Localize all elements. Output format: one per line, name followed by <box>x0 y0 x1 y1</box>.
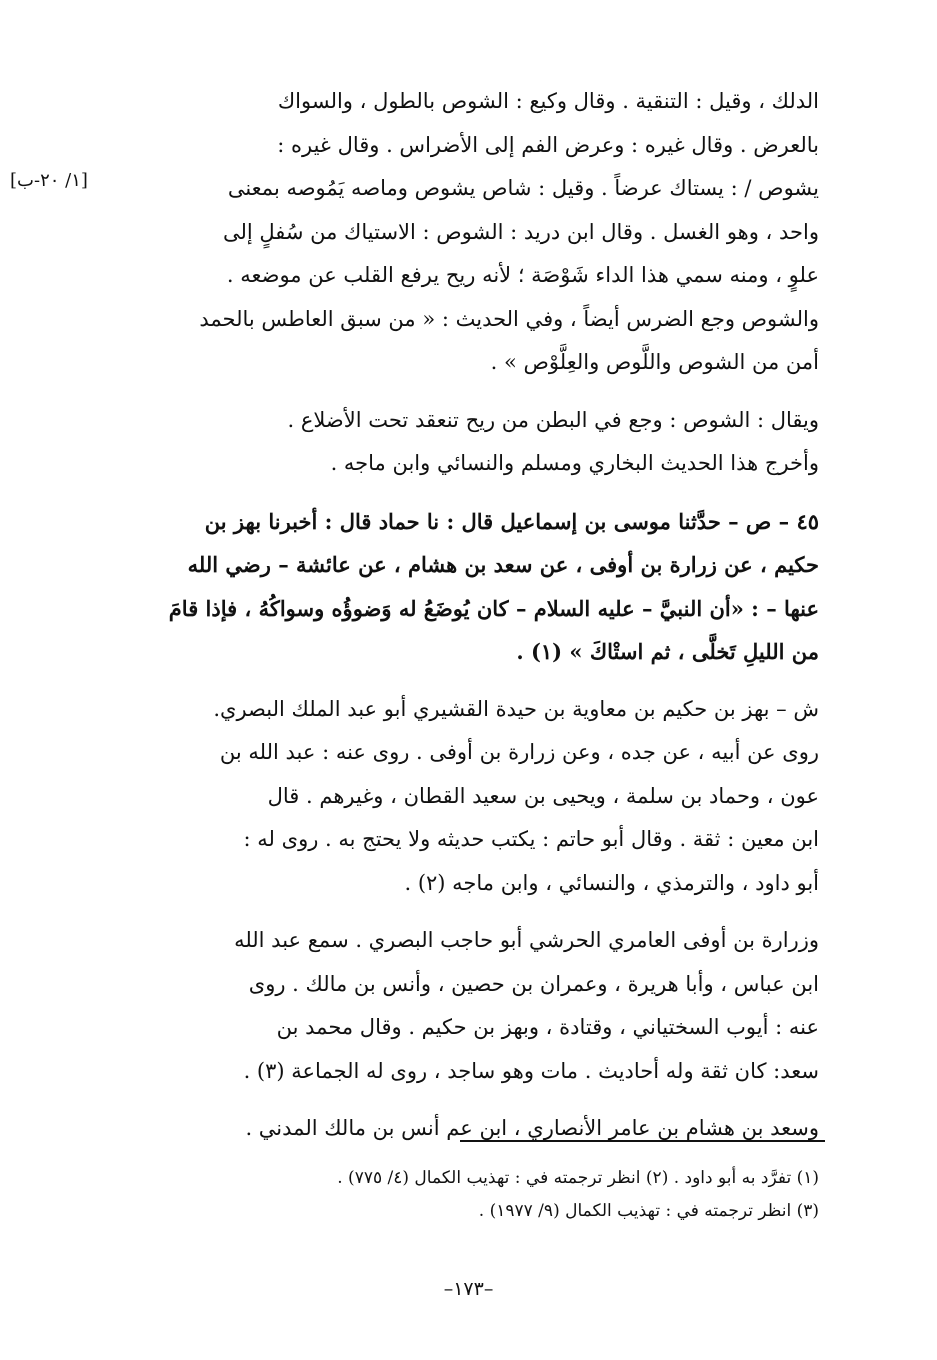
manuscript-folio-reference: [١/ ٢٠-ب] <box>10 170 88 191</box>
text-line: أبو داود ، والترمذي ، والنسائي ، وابن ماجه (٢) . <box>404 870 819 895</box>
hadith-45 <box>129 500 819 674</box>
text-line: ويقال : الشوص : وجع في البطن من ريح تنعقد تحت الأضلاع . <box>287 407 819 432</box>
text-line: ش – بهز بن حكيم بن معاوية بن حيدة القشيري أبو عبد الملك البصري. <box>213 696 819 721</box>
text-line: حكيم ، عن زرارة بن أوفى ، عن سعد بن هشام ، عن عائشة – رضي الله <box>187 552 819 577</box>
commentary-saad <box>129 1107 819 1151</box>
text-line: ابن عباس ، وأبا هريرة ، وعمران بن حصين ، وأنس بن مالك . روى <box>248 971 819 996</box>
text-line: سعد: كان ثقة وله أحاديث . مات وهو ساجد ، روى له الجماعة (٣) . <box>243 1058 819 1083</box>
text-line: من الليلِ تَخلَّى ، ثم استْاكَ » (١) . <box>516 639 819 664</box>
footnote-separator <box>460 1140 825 1142</box>
commentary-bahz <box>129 688 819 906</box>
text-line: وأخرج هذا الحديث البخاري ومسلم والنسائي وابن ماجه . <box>330 451 819 475</box>
text-line: وزرارة بن أوفى العامري الحرشي أبو حاجب البصري . سمع عبد الله <box>234 928 819 952</box>
text-line: عنه : أيوب السختياني ، وقتادة ، وبهز بن حكيم . وقال محمد بن <box>276 1015 819 1039</box>
page-number: –١٧٣– <box>443 1278 494 1300</box>
paragraph-shaws-definition <box>129 80 819 385</box>
footnote-line: (٣) انظر ترجمته في : تهذيب الكمال (٩/ ١٩٧٧) . <box>478 1201 819 1221</box>
footnote-line: (١) تفرَّد به أبو داود . (٢) انظر ترجمته في : تهذيب الكمال (٤/ ٧٧٥) . <box>337 1168 819 1188</box>
text-line: يشوص / : يستاك عرضاً . وقيل : شاص يشوص وماصه يَمُوصه بمعنى <box>227 176 819 200</box>
paragraph-shaws-meaning <box>129 399 819 486</box>
text-line: وسعد بن هشام بن عامر الأنصاري ، ابن عم أنس بن مالك المدني . <box>245 1116 819 1140</box>
text-line: روى عن أبيه ، عن جده ، وعن زرارة بن أوفى . روى عنه : عبد الله بن <box>219 740 819 764</box>
text-line: واحد ، وهو الغسل . وقال ابن دريد : الشوص : الاستياك من سُفلٍ إلى <box>222 219 819 244</box>
commentary-zurara <box>129 919 819 1093</box>
text-line: الدلك ، وقيل : التنقية . وقال وكيع : الشوص بالطول ، والسواك <box>277 89 819 113</box>
footnotes <box>119 1162 819 1228</box>
text-line: بالعرض . وقال غيره : وعرض الفم إلى الأضراس . وقال غيره : <box>277 132 819 157</box>
text-line: علوٍ ، ومنه سمي هذا الداء شَوْصَة ؛ لأنه ريح يرفع القلب عن موضعه . <box>226 263 819 287</box>
text-line: والشوص وجع الضرس أيضاً ، وفي الحديث : « من سبق العاطس بالحمد <box>199 306 819 331</box>
text-line: عون ، وحماد بن سلمة ، ويحيى بن سعيد القطان ، وغيرهم . قال <box>267 783 819 808</box>
text-line: عنها – : «أن النبيَّ – عليه السلام – كان يُوضَعُ له وَضوؤُه وسواكُهُ ، فإذا قامَ <box>168 595 819 621</box>
main-text <box>129 80 819 1165</box>
text-line: أمن من الشوص واللَّوص والعِلَّوْص » . <box>490 350 819 374</box>
text-line: ٤٥ – ص – حدَّثنا موسى بن إسماعيل قال : نا حماد قال : أخبرنا بهز بن <box>204 508 819 534</box>
text-line: ابن معين : ثقة . وقال أبو حاتم : يكتب حديثه ولا يحتج به . روى له : <box>243 827 819 851</box>
